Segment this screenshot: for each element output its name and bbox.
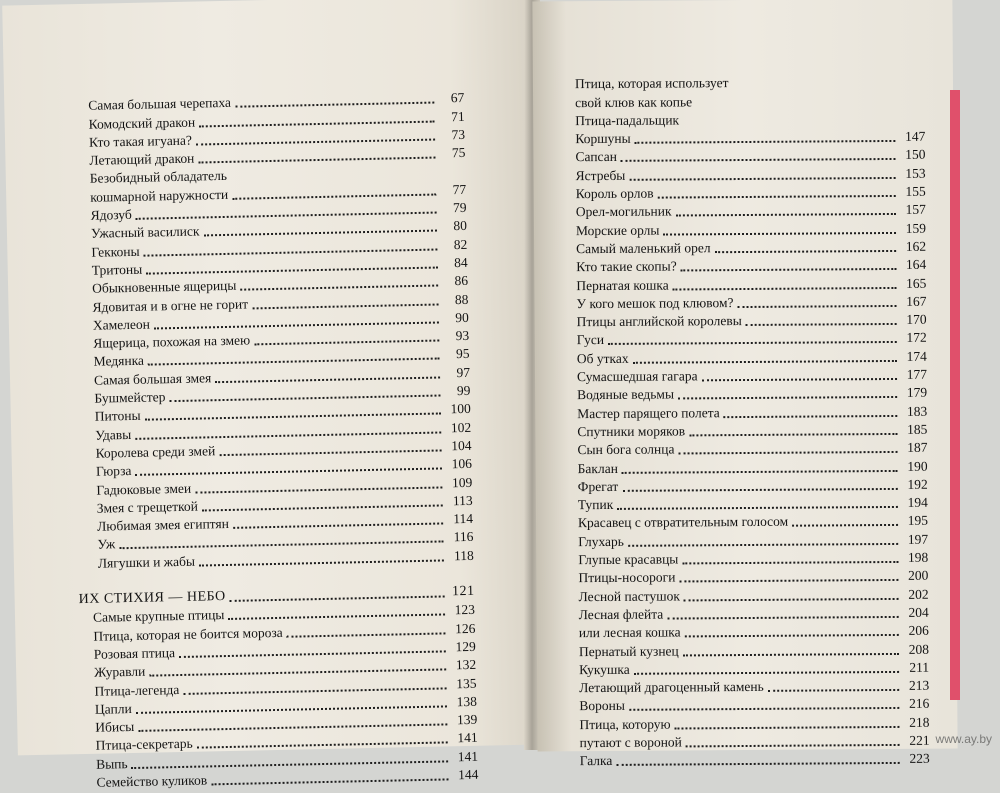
dot-leader <box>629 177 895 181</box>
dot-leader <box>658 195 896 199</box>
toc-entry-title: ИХ СТИХИЯ — НЕБО <box>78 589 226 608</box>
toc-page-number: 97 <box>456 364 471 380</box>
toc-entry-title: Удавы <box>95 426 132 443</box>
dot-leader <box>233 523 443 529</box>
dot-leader <box>792 524 898 527</box>
toc-entry-title: Ядовитая и в огне не горит <box>92 296 249 315</box>
toc-entry-title: Баклан <box>577 460 618 476</box>
toc-entry-title: Гекконы <box>91 243 140 260</box>
dot-leader <box>686 744 900 747</box>
toc-page-number: 165 <box>906 275 927 291</box>
toc-page-number: 123 <box>454 602 476 618</box>
toc-entry-title: Ужасный василиск <box>90 223 200 242</box>
toc-page-number: 93 <box>455 328 470 344</box>
toc-entry-title: Змея с трещеткой <box>96 498 199 516</box>
dot-leader <box>621 158 896 162</box>
toc-entry <box>577 402 927 423</box>
toc-entry-title: Самая большая змея <box>93 370 212 388</box>
toc-entry <box>578 475 928 496</box>
left-toc <box>64 89 478 792</box>
toc-page-number: 71 <box>450 108 465 124</box>
toc-entry <box>578 530 928 551</box>
toc-entry-title: Цапли <box>94 700 132 717</box>
toc-page-number: 208 <box>908 641 929 657</box>
toc-entry <box>575 146 925 167</box>
toc-entry <box>579 713 929 734</box>
toc-page-number: 194 <box>907 494 928 510</box>
toc-entry <box>578 567 928 588</box>
toc-page-number: 79 <box>452 199 467 216</box>
toc-entry-title: путают с вороной <box>579 734 682 751</box>
toc-entry-title: Питоны <box>94 408 141 425</box>
toc-entry <box>577 365 927 386</box>
dot-leader <box>685 634 899 637</box>
toc-entry-title: Вороны <box>579 698 625 714</box>
toc-page-number: 141 <box>457 730 478 746</box>
dot-leader <box>635 140 896 144</box>
toc-page-number: 80 <box>453 218 468 234</box>
dot-leader <box>616 762 899 766</box>
toc-entry <box>579 677 929 698</box>
toc-entry-title: Птица-падальщик <box>575 112 680 129</box>
dot-leader <box>608 341 897 345</box>
toc-entry-title: Самые крупные птицы <box>92 607 225 626</box>
toc-page-number: 135 <box>456 675 477 691</box>
toc-entry <box>578 457 928 478</box>
toc-entry-title: Лягушки и жабы <box>97 553 196 571</box>
dot-leader <box>738 305 897 308</box>
toc-entry <box>576 274 926 295</box>
toc-entry-title: Фрегат <box>577 478 619 494</box>
toc-page-number: 84 <box>454 254 468 271</box>
toc-entry-title: Пернатая кошка <box>576 277 669 293</box>
toc-entry-title: Обыкновенные ящерицы <box>91 278 237 297</box>
watermark: www.ay.by <box>935 732 992 746</box>
toc-page-number: 90 <box>455 309 469 326</box>
toc-entry <box>575 109 925 130</box>
toc-entry <box>575 91 925 112</box>
toc-entry-title: Морские орлы <box>575 222 660 238</box>
right-toc <box>575 73 930 771</box>
toc-entry-title: или лесная кошка <box>578 624 681 641</box>
back-cover-edge <box>950 90 960 700</box>
toc-entry-title: Птица, которую <box>579 716 671 732</box>
toc-entry-title: Тритоны <box>91 261 143 278</box>
toc-page-number: 192 <box>907 476 928 492</box>
toc-entry-title: Ядозуб <box>90 206 132 223</box>
toc-entry <box>578 494 928 515</box>
dot-leader <box>254 340 439 346</box>
toc-entry <box>580 750 930 771</box>
dot-leader <box>673 287 897 291</box>
toc-entry <box>577 420 927 441</box>
toc-entry-title: Кто такая игуана? <box>88 132 193 150</box>
toc-page-number: 202 <box>908 586 929 602</box>
toc-entry-title: У кого мешок под клювом? <box>576 294 734 312</box>
toc-page-number: 113 <box>452 492 473 509</box>
toc-page-number: 204 <box>908 604 929 620</box>
toc-entry-title: Пернатый кузнец <box>578 642 679 659</box>
toc-page-number: 216 <box>908 696 930 712</box>
dot-leader <box>689 433 897 436</box>
toc-entry-title: Летающий дракон <box>89 150 195 168</box>
toc-page-number: 86 <box>454 273 469 289</box>
dot-leader <box>679 579 898 583</box>
toc-page-number: 153 <box>905 165 926 181</box>
toc-page-number: 159 <box>905 220 927 236</box>
toc-page-number: 172 <box>906 330 927 346</box>
toc-entry-title: Лесная флейта <box>578 606 664 623</box>
dot-leader <box>633 360 897 364</box>
toc-entry <box>576 237 926 258</box>
dot-leader <box>629 707 899 711</box>
toc-page-number: 132 <box>455 657 477 673</box>
toc-entry <box>579 658 929 679</box>
toc-page-number: 141 <box>457 748 479 764</box>
dot-leader <box>240 285 438 291</box>
dot-leader <box>628 543 898 547</box>
toc-entry-title: Тупик <box>577 497 614 513</box>
toc-page-number: 102 <box>450 419 472 435</box>
dot-leader <box>724 415 898 418</box>
toc-page-number: 104 <box>451 437 472 454</box>
toc-page-number: 167 <box>906 293 927 309</box>
toc-page-number: 100 <box>450 401 471 417</box>
toc-entry <box>580 731 930 752</box>
right-page <box>532 0 957 769</box>
toc-page-number: 138 <box>456 693 478 710</box>
dot-leader <box>622 469 898 473</box>
toc-entry-title: Сапсан <box>575 149 617 165</box>
toc-entry-title: Кто такие скопы? <box>576 258 677 275</box>
toc-page-number: 95 <box>455 346 470 362</box>
toc-entry <box>576 183 926 204</box>
dot-leader <box>230 595 445 602</box>
toc-entry-title: Птица-легенда <box>94 681 180 699</box>
dot-leader <box>768 689 899 692</box>
dot-leader <box>675 726 900 730</box>
toc-entry-title: Комодский дракон <box>88 114 196 132</box>
toc-page-number: 114 <box>453 510 474 527</box>
toc-entry-title: Птицы-носороги <box>578 569 676 586</box>
toc-page-number: 213 <box>908 677 930 693</box>
toc-entry <box>576 164 926 185</box>
toc-entry-title: Спутники моряков <box>577 423 686 440</box>
toc-entry-title: Журавли <box>94 663 146 681</box>
dot-leader <box>702 378 897 381</box>
toc-entry-title: кошмарной наружности <box>90 186 229 205</box>
toc-entry-title: Гюрза <box>95 463 132 479</box>
toc-entry <box>577 384 927 405</box>
dot-leader <box>682 561 898 565</box>
toc-page-number: 155 <box>905 183 926 199</box>
dot-leader <box>681 268 897 272</box>
dot-leader <box>678 451 897 455</box>
toc-entry-title: Птица, которая использует <box>574 75 729 92</box>
dot-leader <box>232 193 436 199</box>
toc-entry-title: Красавец с отвратительным голосом <box>577 514 789 531</box>
toc-entry-title: Семейство куликов <box>96 772 208 790</box>
toc-entry-title: Розовая птица <box>93 645 176 662</box>
toc-entry-title: Выпь <box>95 755 128 772</box>
dot-leader <box>199 559 444 566</box>
toc-entry <box>575 128 925 149</box>
toc-page-number: 197 <box>907 531 929 547</box>
toc-page-number: 73 <box>451 126 466 143</box>
dot-leader <box>622 488 898 492</box>
toc-page-number: 88 <box>454 291 469 307</box>
toc-entry-title: Кукушка <box>578 661 630 677</box>
dot-leader <box>676 213 896 217</box>
toc-entry <box>578 548 928 569</box>
left-page <box>2 0 543 790</box>
toc-entry <box>577 347 927 368</box>
toc-entry <box>576 292 926 313</box>
toc-entry-title: Водяные ведьмы <box>577 386 675 403</box>
dot-leader <box>228 614 445 621</box>
toc-entry-title: Уж <box>97 536 116 553</box>
toc-entry-title: Мастер парящего полета <box>577 404 720 421</box>
toc-page-number: 211 <box>909 659 930 675</box>
toc-entry-title: Ящерица, похожая на змею <box>93 332 251 351</box>
toc-entry-title: Гадюковые змеи <box>96 480 192 498</box>
toc-page-number: 121 <box>451 583 475 600</box>
toc-entry <box>576 256 926 277</box>
toc-entry-title: Король орлов <box>575 185 654 202</box>
dot-leader <box>211 778 448 785</box>
dot-leader <box>219 449 441 456</box>
toc-entry-title: Птицы английской королевы <box>576 313 742 330</box>
toc-page-number: 183 <box>906 403 928 419</box>
toc-entry-title: Безобидный обладатель <box>89 168 228 187</box>
toc-entry <box>575 73 925 94</box>
toc-page-number: 75 <box>451 145 466 161</box>
toc-page-number: 139 <box>456 711 478 728</box>
toc-page-number: 126 <box>454 620 476 636</box>
toc-entry-title: Лесной пастушок <box>578 588 680 604</box>
toc-entry-title: свой клюв как копье <box>575 93 693 110</box>
toc-entry-title: Сумасшедшая гагара <box>576 368 698 385</box>
toc-page-number: 170 <box>906 311 927 328</box>
toc-entry-title: Галка <box>579 753 613 769</box>
toc-page-number: 147 <box>905 128 926 145</box>
toc-entry-title: Хамелеон <box>92 316 151 333</box>
dot-leader <box>684 598 899 601</box>
toc-entry-title: Ястребы <box>575 167 626 183</box>
toc-entry-title: Сын бога солнца <box>577 441 675 458</box>
dot-leader <box>683 652 899 656</box>
toc-page-number: 206 <box>908 622 929 639</box>
toc-page-number: 82 <box>453 236 468 252</box>
dot-leader <box>287 632 446 637</box>
toc-page-number: 67 <box>450 90 465 106</box>
toc-page-number: 106 <box>451 456 473 472</box>
toc-entry-title: Коршуны <box>575 130 631 147</box>
toc-entry <box>579 622 929 643</box>
toc-page-number: 109 <box>451 474 473 490</box>
toc-page-number: 179 <box>906 385 928 401</box>
toc-entry <box>579 603 929 624</box>
toc-entry-title: Ибисы <box>95 719 135 735</box>
toc-page-number: 187 <box>907 439 928 456</box>
dot-leader <box>235 102 434 108</box>
toc-entry-title: Любимая змея египтян <box>96 516 230 534</box>
dot-leader <box>634 671 899 675</box>
toc-page-number: 144 <box>458 766 479 783</box>
toc-entry <box>576 219 926 240</box>
toc-page-number: 118 <box>453 547 474 563</box>
toc-page-number: 157 <box>905 202 926 218</box>
toc-page-number: 195 <box>907 513 929 529</box>
toc-entry <box>579 640 929 661</box>
toc-entry-title: Гуси <box>576 332 605 348</box>
dot-leader <box>746 323 897 326</box>
toc-page-number: 185 <box>907 421 928 437</box>
toc-entry-title: Летающий драгоценный камень <box>579 678 764 696</box>
toc-page-number: 174 <box>906 348 927 364</box>
dot-leader <box>252 303 438 309</box>
toc-page-number: 177 <box>906 366 928 382</box>
toc-entry <box>578 512 928 533</box>
toc-page-number: 200 <box>908 568 929 584</box>
dot-leader <box>663 232 896 236</box>
toc-entry <box>579 695 929 716</box>
toc-page-number: 99 <box>456 382 471 399</box>
toc-page-number: 162 <box>905 238 927 254</box>
toc-page-number: 77 <box>452 181 467 197</box>
toc-page-number: 116 <box>453 529 474 545</box>
toc-entry-title: Об утках <box>576 350 629 366</box>
toc-entry <box>576 201 926 222</box>
toc-entry <box>578 585 928 606</box>
toc-entry-title: Глухарь <box>578 533 624 549</box>
toc-page-number: 198 <box>907 549 929 565</box>
toc-entry-title: Птица-секретарь <box>95 736 193 754</box>
toc-page-number: 218 <box>909 714 930 730</box>
toc-entry-title: Самая большая черепаха <box>88 95 232 114</box>
dot-leader <box>678 396 897 400</box>
toc-entry-title: Орел-могильник <box>575 203 672 220</box>
toc-entry <box>577 439 927 460</box>
toc-entry-title: Королева среди змей <box>95 443 216 461</box>
toc-page-number: 150 <box>905 147 926 163</box>
toc-entry-title: Бушмейстер <box>94 389 166 406</box>
dot-leader <box>715 250 897 253</box>
toc-entry-title: Птица, которая не боится мороза <box>93 624 283 644</box>
dot-leader <box>667 616 898 620</box>
toc-page-number: 164 <box>905 256 927 273</box>
dot-leader <box>617 506 898 510</box>
toc-entry-title: Медянка <box>93 353 145 370</box>
toc-entry-title: Глупые красавцы <box>578 551 679 568</box>
toc-entry <box>577 329 927 350</box>
toc-entry <box>577 311 927 332</box>
toc-page-number: 190 <box>907 458 928 474</box>
toc-page-number: 129 <box>455 638 476 655</box>
toc-entry-title: Самый маленький орел <box>576 240 711 257</box>
toc-page-number: 223 <box>909 751 930 767</box>
toc-page-number: 221 <box>909 732 930 748</box>
